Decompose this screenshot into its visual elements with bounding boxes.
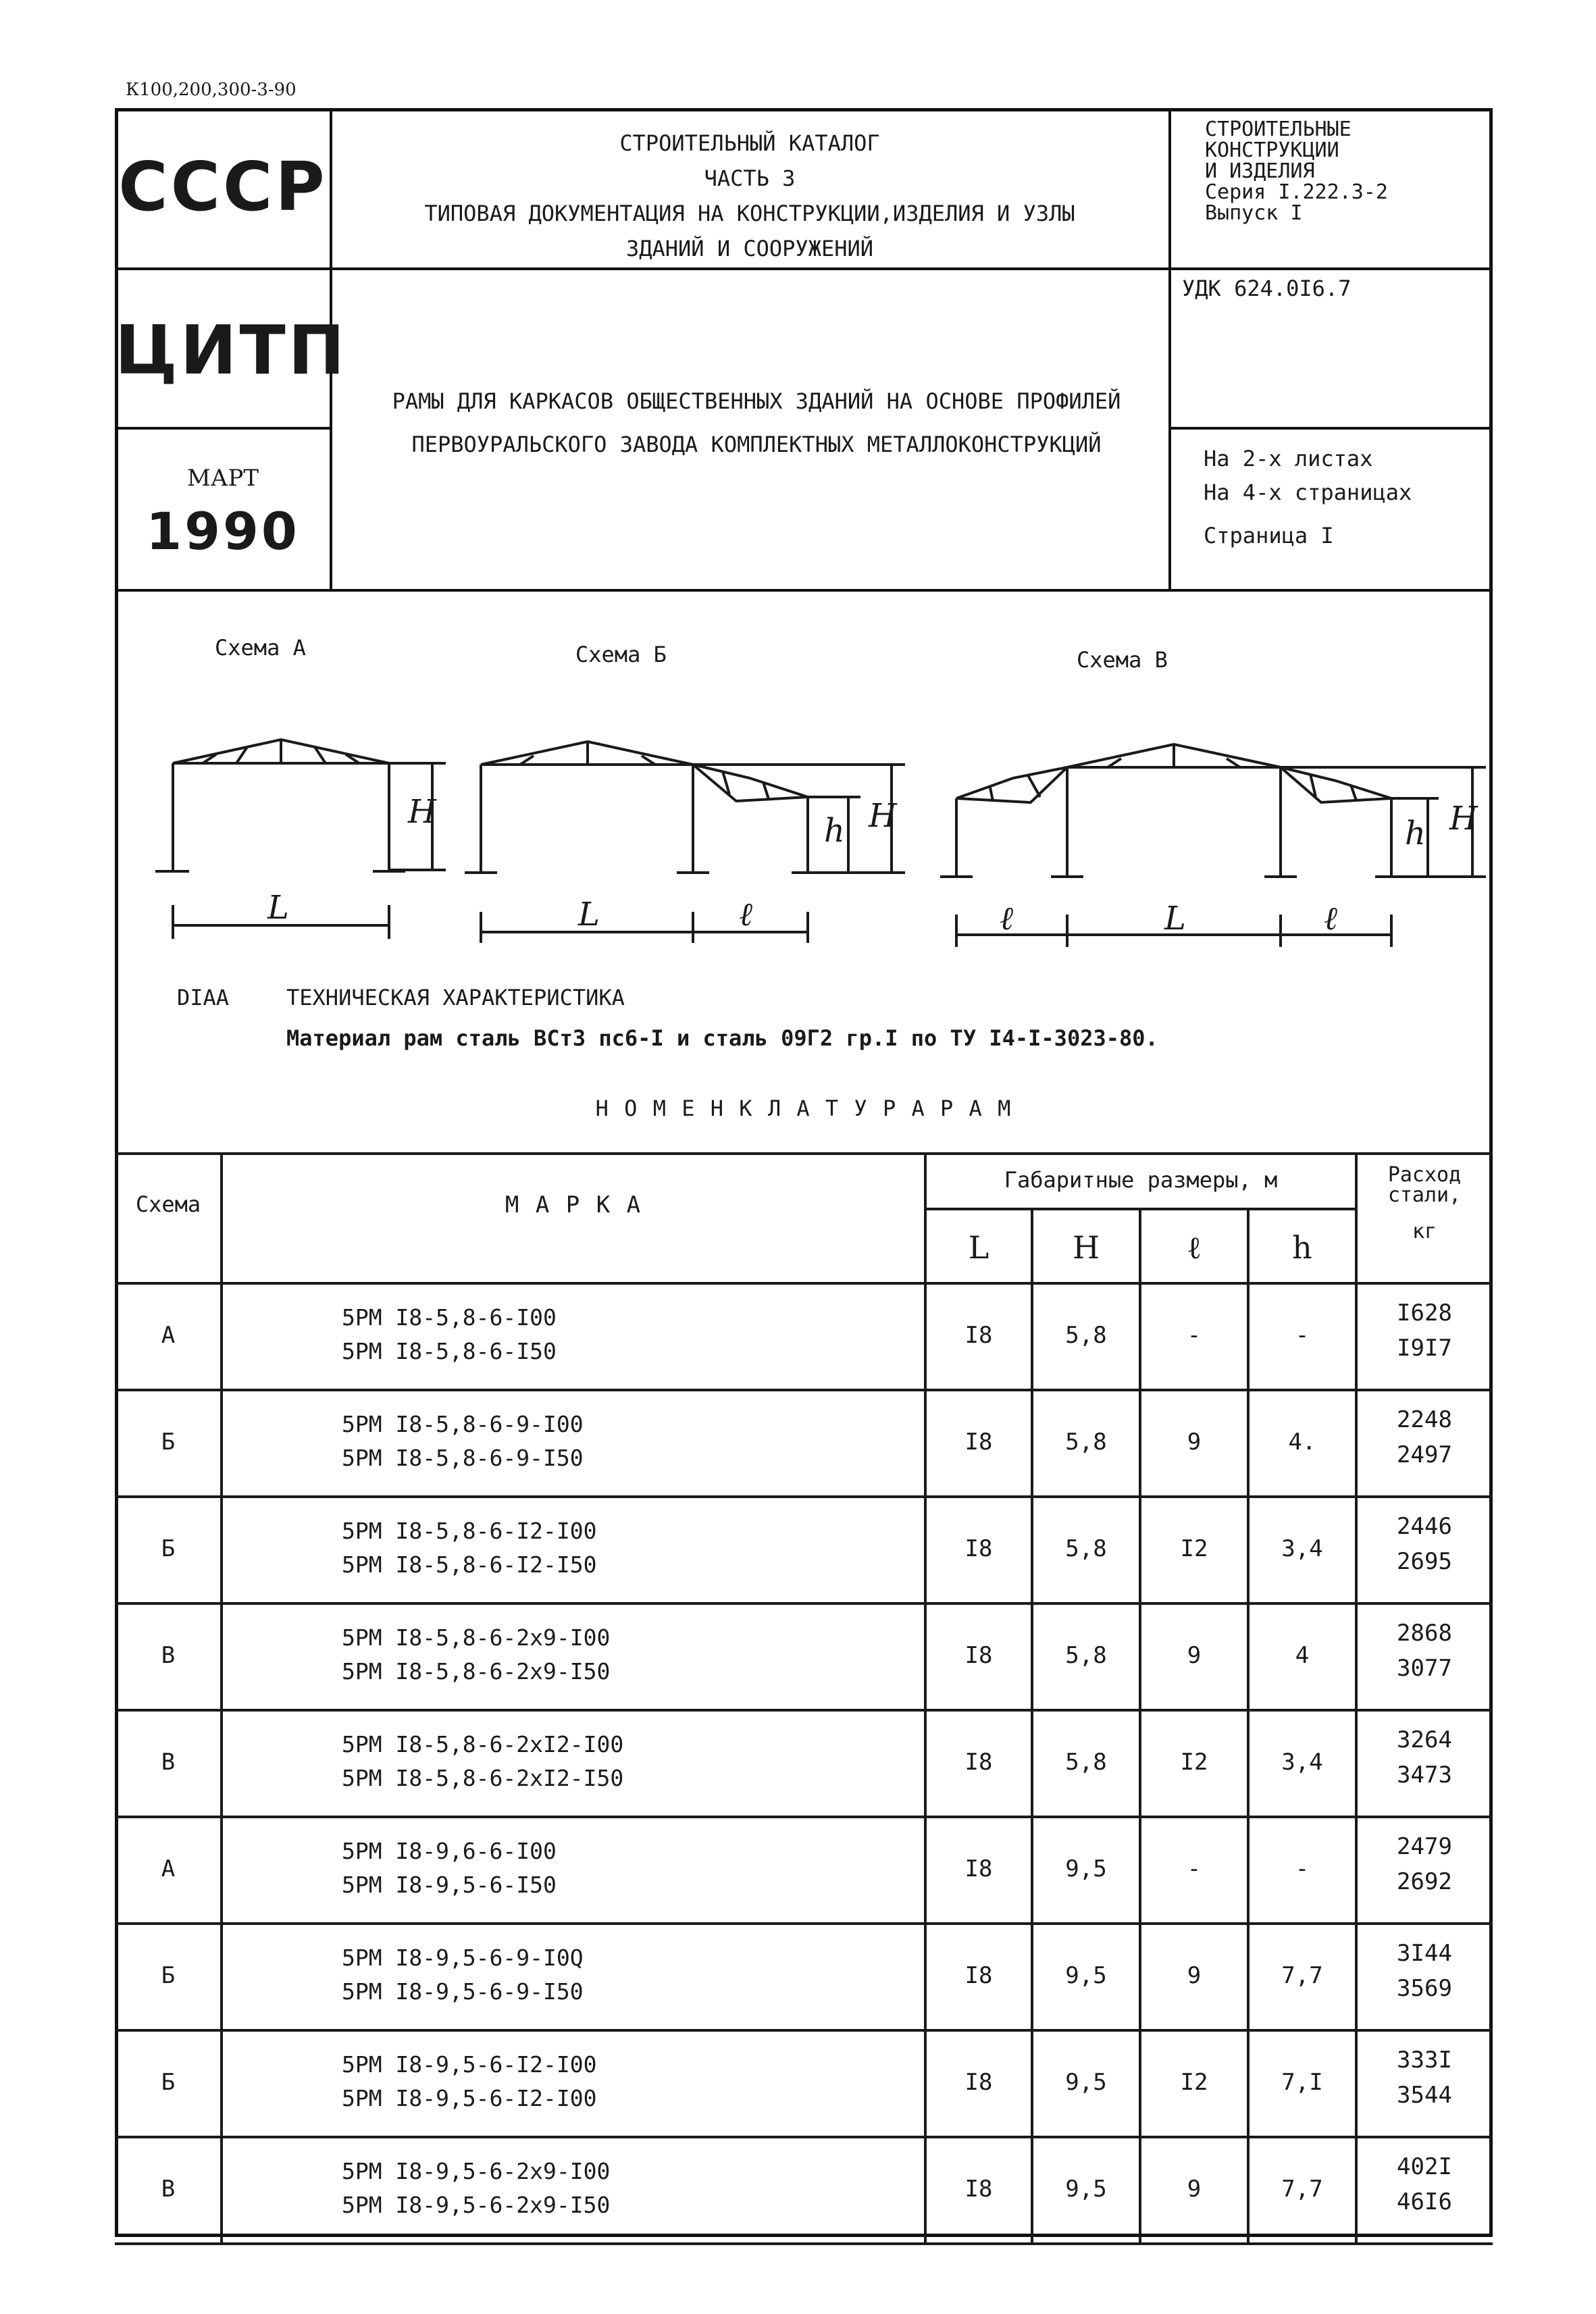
row-L: I8 [964,1535,993,1562]
row-weight-2: 2497 [1397,1441,1452,1468]
series-line-5: Выпуск I [1205,201,1303,225]
row-H: 5,8 [1065,1535,1107,1562]
tech-heading: ТЕХНИЧЕСКАЯ ХАРАКТЕРИСТИКА [286,985,625,1010]
row-mark [342,1941,584,2009]
row-H: 9,5 [1065,1962,1107,1989]
row-mark [342,1834,557,1902]
scheme-b-bay-label: ℓ [739,896,752,933]
row-H: 9,5 [1065,2069,1107,2096]
row-mark [342,1408,584,1475]
page-number: Страница I [1204,523,1334,548]
row-scheme: Б [161,1535,176,1562]
row-scheme: А [161,1322,176,1349]
sheets-line-2: На 4-х страницах [1204,480,1412,505]
catalog-line-1: СТРОИТЕЛЬНЫЙ КАТАЛОГ [619,130,880,156]
row-mark-1: 5РМ I8-5,8-6-I00 [342,1304,557,1331]
row-mark-2: 5РМ I8-5,8-6-9-I50 [342,1445,584,1471]
row-L: I8 [964,1429,993,1456]
row-mark-1: 5РМ I8-9,5-6-9-I0Q [342,1945,584,1971]
row-mark-2: 5РМ I8-5,8-6-I50 [342,1338,557,1364]
scheme-b-height-label: H [869,797,897,835]
row-weight-1: 2868 [1397,1620,1452,1647]
row-L: I8 [964,1962,993,1989]
row-mark-1: 5РМ I8-9,6-6-I00 [342,1838,557,1864]
catalog-line-3: ТИПОВАЯ ДОКУМЕНТАЦИЯ НА КОНСТРУКЦИИ,ИЗДЕЛИЯ И УЗЛЫ [424,201,1075,226]
stamp-country: СССР [118,147,328,226]
document-code: К100,200,300-3-90 [126,80,297,100]
row-l: - [1187,1855,1202,1882]
material-spec: Материал рам сталь ВСтЗ пс6-I и сталь 09Г2 гр.I по ТУ I4-I-3023-80. [286,1025,1158,1051]
series-line-3: И ИЗДЕЛИЯ [1205,159,1315,183]
title-line-1: РАМЫ ДЛЯ КАРКАСОВ ОБЩЕСТВЕННЫХ ЗДАНИЙ НА ОСНОВЕ ПРОФИЛЕЙ [392,388,1121,414]
scheme-b-span-label: L [578,896,600,933]
row-mark-1: 5РМ I8-5,8-6-2x9-I00 [342,1624,611,1651]
row-weight-2: 3544 [1397,2082,1452,2109]
nomenclature-title: Н О М Е Н К Л А Т У Р А Р А М [595,1096,1012,1121]
scheme-a-label: Схема А [215,635,306,661]
row-mark-1: 5РМ I8-9,5-6-2x9-I00 [342,2158,611,2184]
row-weight-1: 2479 [1397,1833,1452,1860]
row-L: I8 [964,1642,993,1669]
catalog-line-4: ЗДАНИЙ И СООРУЖЕНИЙ [625,236,874,261]
header-consumption-1: Расход [1387,1163,1462,1187]
sheets-line-1: На 2-х листах [1204,446,1373,471]
row-weight-2: 3473 [1397,1762,1452,1789]
row-H: 5,8 [1065,1322,1107,1349]
header-scheme: Схема [135,1191,201,1217]
row-H: 5,8 [1065,1429,1107,1456]
scheme-b-low-height-label: h [824,812,845,850]
row-h: 3,4 [1281,1749,1323,1776]
row-mark-2: 5РМ I8-9,5-6-I2-I00 [342,2085,597,2111]
subheader-l: ℓ [1186,1229,1202,1266]
stamp-organization: ЦИТП [115,311,348,390]
scheme-b-label: Схема Б [575,642,667,667]
row-mark-2: 5РМ I8-9,5-6-I50 [342,1872,557,1898]
row-scheme: Б [161,1962,176,1989]
row-H: 5,8 [1065,1749,1107,1776]
header-dimensions: Габаритные размеры, м [1004,1167,1278,1193]
row-l: 9 [1187,1962,1202,1989]
row-weight-2: I9I7 [1397,1335,1452,1362]
row-weight-2: 2692 [1397,1868,1452,1895]
header-mark: М А Р К А [505,1191,642,1218]
row-l: 9 [1187,1642,1202,1669]
header-consumption-3: кг [1412,1220,1437,1243]
row-weight-2: 3077 [1397,1655,1452,1682]
row-mark-1: 5РМ I8-5,8-6-I2-I00 [342,1518,597,1544]
row-L: I8 [964,1749,993,1776]
row-l: - [1187,1322,1202,1349]
tech-code: DIAA [177,985,230,1010]
row-mark-2: 5РМ I8-5,8-6-2x9-I50 [342,1658,611,1685]
row-h: - [1295,1855,1310,1882]
row-mark-2: 5РМ I8-9,5-6-2x9-I50 [342,2192,611,2218]
row-l: I2 [1180,2069,1208,2096]
series-line-1: СТРОИТЕЛЬНЫЕ [1205,118,1352,141]
row-weight-2: 3569 [1397,1975,1452,2002]
row-weight-1: 402I [1397,2153,1452,2180]
row-mark-1: 5РМ I8-5,8-6-9-I00 [342,1411,584,1437]
row-l: I2 [1180,1749,1208,1776]
row-mark [342,1301,557,1368]
row-scheme: В [161,1642,176,1669]
row-mark [342,1728,623,1795]
row-weight-1: 3I44 [1397,1940,1452,1967]
row-weight-2: 46I6 [1397,2188,1452,2215]
row-scheme: Б [161,1429,176,1456]
row-h: 4. [1288,1429,1316,1456]
row-h: 3,4 [1281,1535,1323,1562]
row-mark-1: 5РМ I8-9,5-6-I2-I00 [342,2051,597,2078]
row-weight-1: 2248 [1397,1406,1452,1433]
row-mark-1: 5РМ I8-5,8-6-2xI2-I00 [342,1731,624,1757]
row-scheme: Б [161,2069,176,2096]
stamp-year: 1990 [146,501,300,561]
subheader-H: H [1072,1229,1100,1266]
row-L: I8 [964,2069,993,2096]
scheme-v-label: Схема В [1077,647,1168,673]
scheme-v-height-label: H [1449,800,1478,838]
subheader-L: L [968,1229,989,1266]
row-l: 9 [1187,1429,1202,1456]
row-scheme: В [161,2176,176,2203]
row-H: 5,8 [1065,1642,1107,1669]
header-consumption-2: стали, [1387,1183,1462,1207]
scheme-v-right-bay-label: ℓ [1324,900,1337,937]
row-H: 9,5 [1065,2176,1107,2203]
scheme-v-span-label: L [1164,900,1186,937]
row-H: 9,5 [1065,1855,1107,1882]
row-h: 7,I [1281,2069,1323,2096]
stamp-month: МАРТ [186,465,259,492]
row-mark [342,1621,610,1689]
row-weight-2: 2695 [1397,1548,1452,1575]
row-weight-1: 3264 [1397,1726,1452,1753]
scheme-a-span-label: L [267,889,289,927]
series-line-4: Серия I.222.3-2 [1205,180,1388,204]
catalog-line-2: ЧАСТЬ 3 [704,165,796,191]
row-h: - [1295,1322,1310,1349]
scheme-v-left-bay-label: ℓ [1000,900,1013,937]
row-l: I2 [1180,1535,1208,1562]
row-h: 7,7 [1281,2176,1323,2203]
row-weight-1: 333I [1397,2047,1452,2074]
row-scheme: В [161,1749,176,1776]
row-mark-2: 5РМ I8-5,8-6-2xI2-I50 [342,1765,624,1791]
row-mark-2: 5РМ I8-9,5-6-9-I50 [342,1978,584,2005]
row-L: I8 [964,1322,993,1349]
title-line-2: ПЕРВОУРАЛЬСКОГО ЗАВОДА КОМПЛЕКТНЫХ МЕТАЛЛОКОНСТРУКЦИЙ [411,432,1102,457]
row-mark [342,1514,597,1582]
row-mark [342,2155,610,2222]
scheme-v-low-height-label: h [1405,815,1426,852]
row-weight-1: 2446 [1397,1513,1452,1540]
row-h: 7,7 [1281,1962,1323,1989]
row-L: I8 [964,1855,993,1882]
subheader-h: h [1292,1229,1312,1266]
row-weight-1: I628 [1397,1300,1452,1327]
scheme-a-height-label: H [408,793,436,831]
udk-code: УДК 624.0I6.7 [1182,276,1352,301]
row-l: 9 [1187,2176,1202,2203]
series-line-2: КОНСТРУКЦИИ [1205,138,1339,162]
row-scheme: А [161,1855,176,1882]
row-h: 4 [1295,1642,1310,1669]
row-mark-2: 5РМ I8-5,8-6-I2-I50 [342,1551,597,1578]
row-L: I8 [964,2176,993,2203]
row-mark [342,2048,597,2115]
